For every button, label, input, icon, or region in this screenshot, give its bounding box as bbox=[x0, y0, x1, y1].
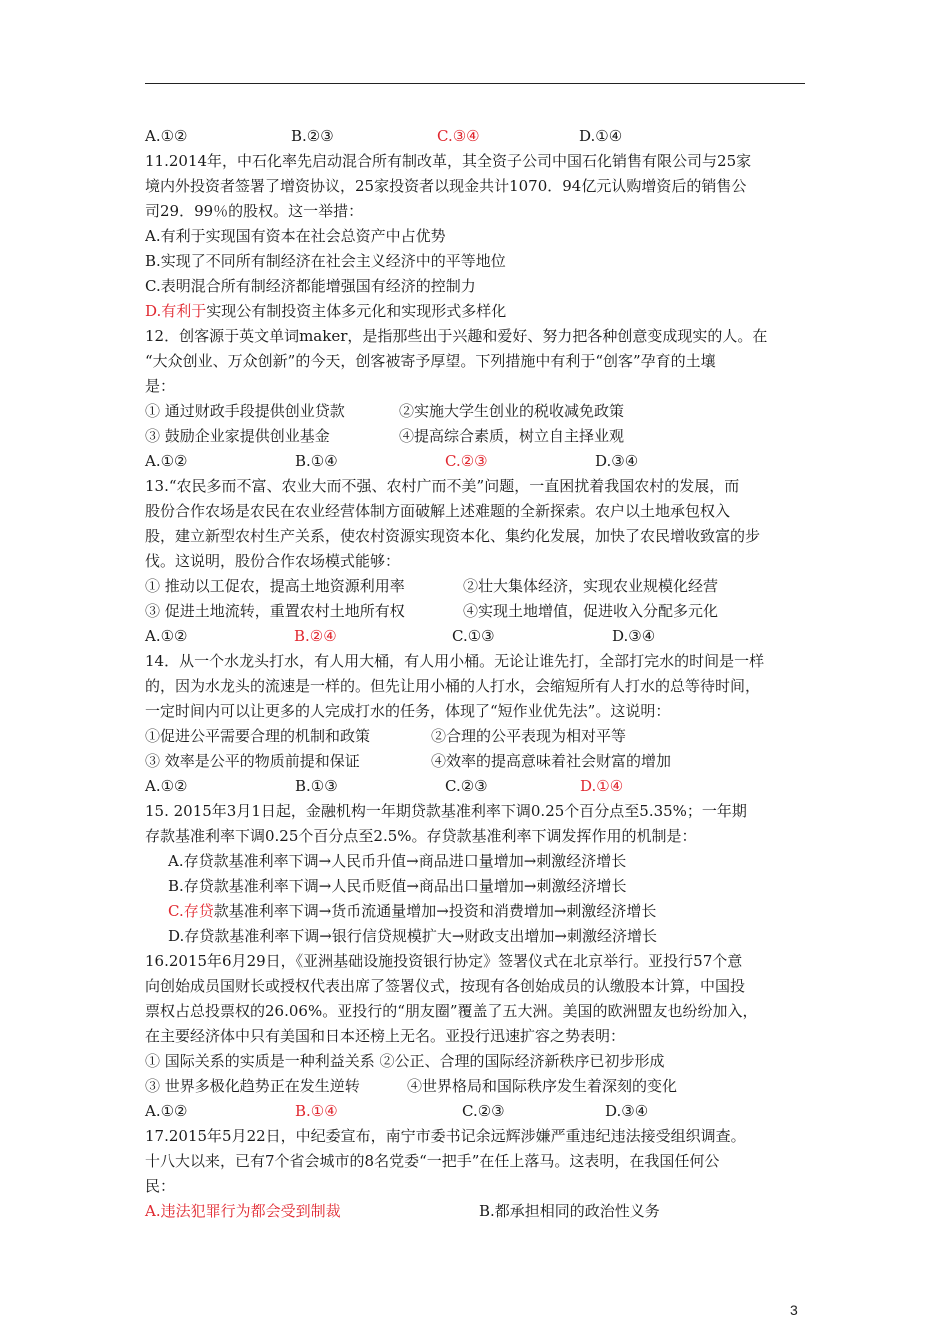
q13-stem-line-3: 股，建立新型农村生产关系，使农村资源实现资本化、集约化发展，加快了农民增收致富的步 bbox=[145, 527, 761, 545]
q12-statement-3: ③ 鼓励企业家提供创业基金 bbox=[145, 427, 330, 445]
q11-option-d-answer: D.有利于 bbox=[145, 302, 207, 320]
q12-stem-line-2: “大众创业、万众创新”的今天，创客被寄予厚望。下列措施中有利于“创客”孕育的土壤 bbox=[145, 352, 716, 370]
q11-option-b: B.实现了不同所有制经济在社会主义经济中的平等地位 bbox=[145, 252, 506, 270]
q12-stem-line-1: 12．创客源于英文单词maker，是指那些出于兴趣和爱好、努力把各种创意变成现实的人。在 bbox=[145, 327, 768, 345]
q16-statement-3: ③ 世界多极化趋势正在发生逆转 bbox=[145, 1077, 360, 1095]
q13-stem-line-2: 股份合作农场是农民在农业经营体制方面破解上述难题的全新探索。农户以土地承包权入 bbox=[145, 502, 731, 520]
q10-options bbox=[145, 124, 810, 149]
q10-option-c: C.③④ bbox=[437, 127, 480, 145]
q16-stem-line-2: 向创始成员国财长或授权代表出席了签署仪式，按现有各创始成员的认缴股本计算，中国投 bbox=[145, 977, 746, 995]
q12-option-c: C.②③ bbox=[445, 452, 488, 470]
q13-stem-line-1: 13.“农民多而不富、农业大而不强、农村广而不美”问题，一直困扰着我国农村的发展，而 bbox=[145, 477, 740, 495]
q10-option-d: D.①④ bbox=[579, 127, 623, 145]
q15-option-c-answer: C.存贷 bbox=[168, 902, 214, 920]
q11-stem-line-3: 司29．99％的股权。这一举措： bbox=[145, 202, 364, 220]
q16-option-b: B.①④ bbox=[295, 1102, 338, 1120]
q16-statement-4: ④世界格局和国际秩序发生着深刻的变化 bbox=[407, 1077, 678, 1095]
q16-stem-line-3: 票权占总投票权的26.06%。亚投行的“朋友圈”覆盖了五大洲。美国的欧洲盟友也纷纷加入， bbox=[145, 1002, 758, 1020]
q13-statement-2: ②壮大集体经济，实现农业规模化经营 bbox=[463, 577, 719, 595]
q14-option-d: D.①④ bbox=[580, 777, 624, 795]
q15-option-c-rest: 款基准利率下调→货币流通量增加→投资和消费增加→刺激经济增长 bbox=[213, 902, 657, 920]
q16-stem-line-4: 在主要经济体中只有美国和日本还榜上无名。亚投行迅速扩容之势表明： bbox=[145, 1027, 626, 1045]
q14-statement-2: ②合理的公平表现为相对平等 bbox=[431, 727, 627, 745]
q13-option-d: D.③④ bbox=[612, 627, 656, 645]
q13-stem-line-4: 伐。这说明，股份合作农场模式能够： bbox=[145, 552, 401, 570]
q13-statement-3: ③ 促进土地流转，重置农村土地所有权 bbox=[145, 602, 405, 620]
q15-stem-line-2: 存款基准利率下调0.25个百分点至2.5%。存贷款基准利率下调发挥作用的机制是： bbox=[145, 827, 697, 845]
q16-stem-line-1: 16.2015年6月29日，《亚洲基础设施投资银行协定》签署仪式在北京举行。亚投行57个意 bbox=[145, 952, 743, 970]
q17-options bbox=[145, 1199, 810, 1224]
q16-statements-row-1: ① 国际关系的实质是一种利益关系 ②公正、合理的国际经济新秩序已初步形成 bbox=[145, 1052, 665, 1070]
q14-statements-row-1 bbox=[145, 724, 810, 749]
q13-option-b: B.②④ bbox=[294, 627, 337, 645]
q12-statement-2: ②实施大学生创业的税收减免政策 bbox=[399, 402, 625, 420]
q13-statement-4: ④实现土地增值，促进收入分配多元化 bbox=[463, 602, 719, 620]
q15-option-c bbox=[145, 899, 810, 924]
q16-option-d: D.③④ bbox=[605, 1102, 649, 1120]
q14-statement-3: ③ 效率是公平的物质前提和保证 bbox=[145, 752, 360, 770]
document-body bbox=[145, 124, 810, 1224]
q16-option-c: C.②③ bbox=[462, 1102, 505, 1120]
q14-option-b: B.①③ bbox=[295, 777, 338, 795]
q10-option-a: A.①② bbox=[145, 127, 188, 145]
q14-option-a: A.①② bbox=[145, 777, 188, 795]
q13-statement-1: ① 推动以工促农，提高土地资源利用率 bbox=[145, 577, 405, 595]
q12-statements-row-1 bbox=[145, 399, 810, 424]
q15-option-b: B.存贷款基准利率下调→人民币贬值→商品出口量增加→刺激经济增长 bbox=[168, 877, 627, 895]
q17-stem-line-1: 17.2015年5月22日，中纪委宣布，南宁市委书记余远辉涉嫌严重违纪违法接受组织调查。 bbox=[145, 1127, 746, 1145]
q14-option-c: C.②③ bbox=[445, 777, 488, 795]
q16-option-a: A.①② bbox=[145, 1102, 188, 1120]
q11-stem-line-1: 11.2014年，中石化率先启动混合所有制改革，其全资子公司中国石化销售有限公司与25家 bbox=[145, 152, 752, 170]
header-rule bbox=[145, 83, 805, 84]
q14-statement-4: ④效率的提高意味着社会财富的增加 bbox=[431, 752, 672, 770]
q11-option-c: C.表明混合所有制经济都能增强国有经济的控制力 bbox=[145, 277, 476, 295]
q17-option-b: B.都承担相同的政治性义务 bbox=[479, 1202, 660, 1220]
q12-option-d: D.③④ bbox=[595, 452, 639, 470]
q11-option-d-rest: 实现公有制投资主体多元化和实现形式多样化 bbox=[206, 302, 507, 320]
q10-option-b: B.②③ bbox=[291, 127, 334, 145]
q14-statements-row-2 bbox=[145, 749, 810, 774]
q11-option-d bbox=[145, 299, 810, 324]
q12-statement-4: ④提高综合素质，树立自主择业观 bbox=[399, 427, 625, 445]
q13-statements-row-1 bbox=[145, 574, 810, 599]
q14-options bbox=[145, 774, 810, 799]
q11-option-a: A.有利于实现国有资本在社会总资产中占优势 bbox=[145, 227, 446, 245]
q14-statement-1: ①促进公平需要合理的机制和政策 bbox=[145, 727, 371, 745]
q13-option-c: C.①③ bbox=[452, 627, 495, 645]
q12-option-a: A.①② bbox=[145, 452, 188, 470]
q12-statement-1: ① 通过财政手段提供创业贷款 bbox=[145, 402, 345, 420]
q16-options bbox=[145, 1099, 810, 1124]
page-number: 3 bbox=[790, 1302, 798, 1318]
q14-stem-line-3: 一定时间内可以让更多的人完成打水的任务，体现了“短作业优先法”。这说明： bbox=[145, 702, 671, 720]
q17-stem-line-2: 十八大以来，已有7个省会城市的8名党委“一把手”在任上落马。这表明，在我国任何公 bbox=[145, 1152, 720, 1170]
q12-statements-row-2 bbox=[145, 424, 810, 449]
q15-option-a: A.存贷款基准利率下调→人民币升值→商品进口量增加→刺激经济增长 bbox=[168, 852, 627, 870]
q12-option-b: B.①④ bbox=[295, 452, 338, 470]
q15-option-d: D.存贷款基准利率下调→银行信贷规模扩大→财政支出增加→刺激经济增长 bbox=[168, 927, 657, 945]
q12-stem-line-3: 是： bbox=[145, 377, 176, 395]
q12-options bbox=[145, 449, 810, 474]
q17-option-a: A.违法犯罪行为都会受到制裁 bbox=[145, 1202, 341, 1220]
q13-statements-row-2 bbox=[145, 599, 810, 624]
q17-stem-line-3: 民： bbox=[145, 1177, 176, 1195]
q13-options bbox=[145, 624, 810, 649]
q14-stem-line-1: 14．从一个水龙头打水，有人用大桶，有人用小桶。无论让谁先打，全部打完水的时间是一样 bbox=[145, 652, 765, 670]
q11-stem-line-2: 境内外投资者签署了增资协议，25家投资者以现金共计1070．94亿元认购增资后的销售公 bbox=[145, 177, 747, 195]
q13-option-a: A.①② bbox=[145, 627, 188, 645]
q15-stem-line-1: 15. 2015年3月1日起，金融机构一年期贷款基准利率下调0.25个百分点至5.35%；一年期 bbox=[145, 802, 747, 820]
q14-stem-line-2: 的，因为水龙头的流速是一样的。但先让用小桶的人打水，会缩短所有人打水的总等待时间， bbox=[145, 677, 761, 695]
q16-statements-row-2 bbox=[145, 1074, 810, 1099]
